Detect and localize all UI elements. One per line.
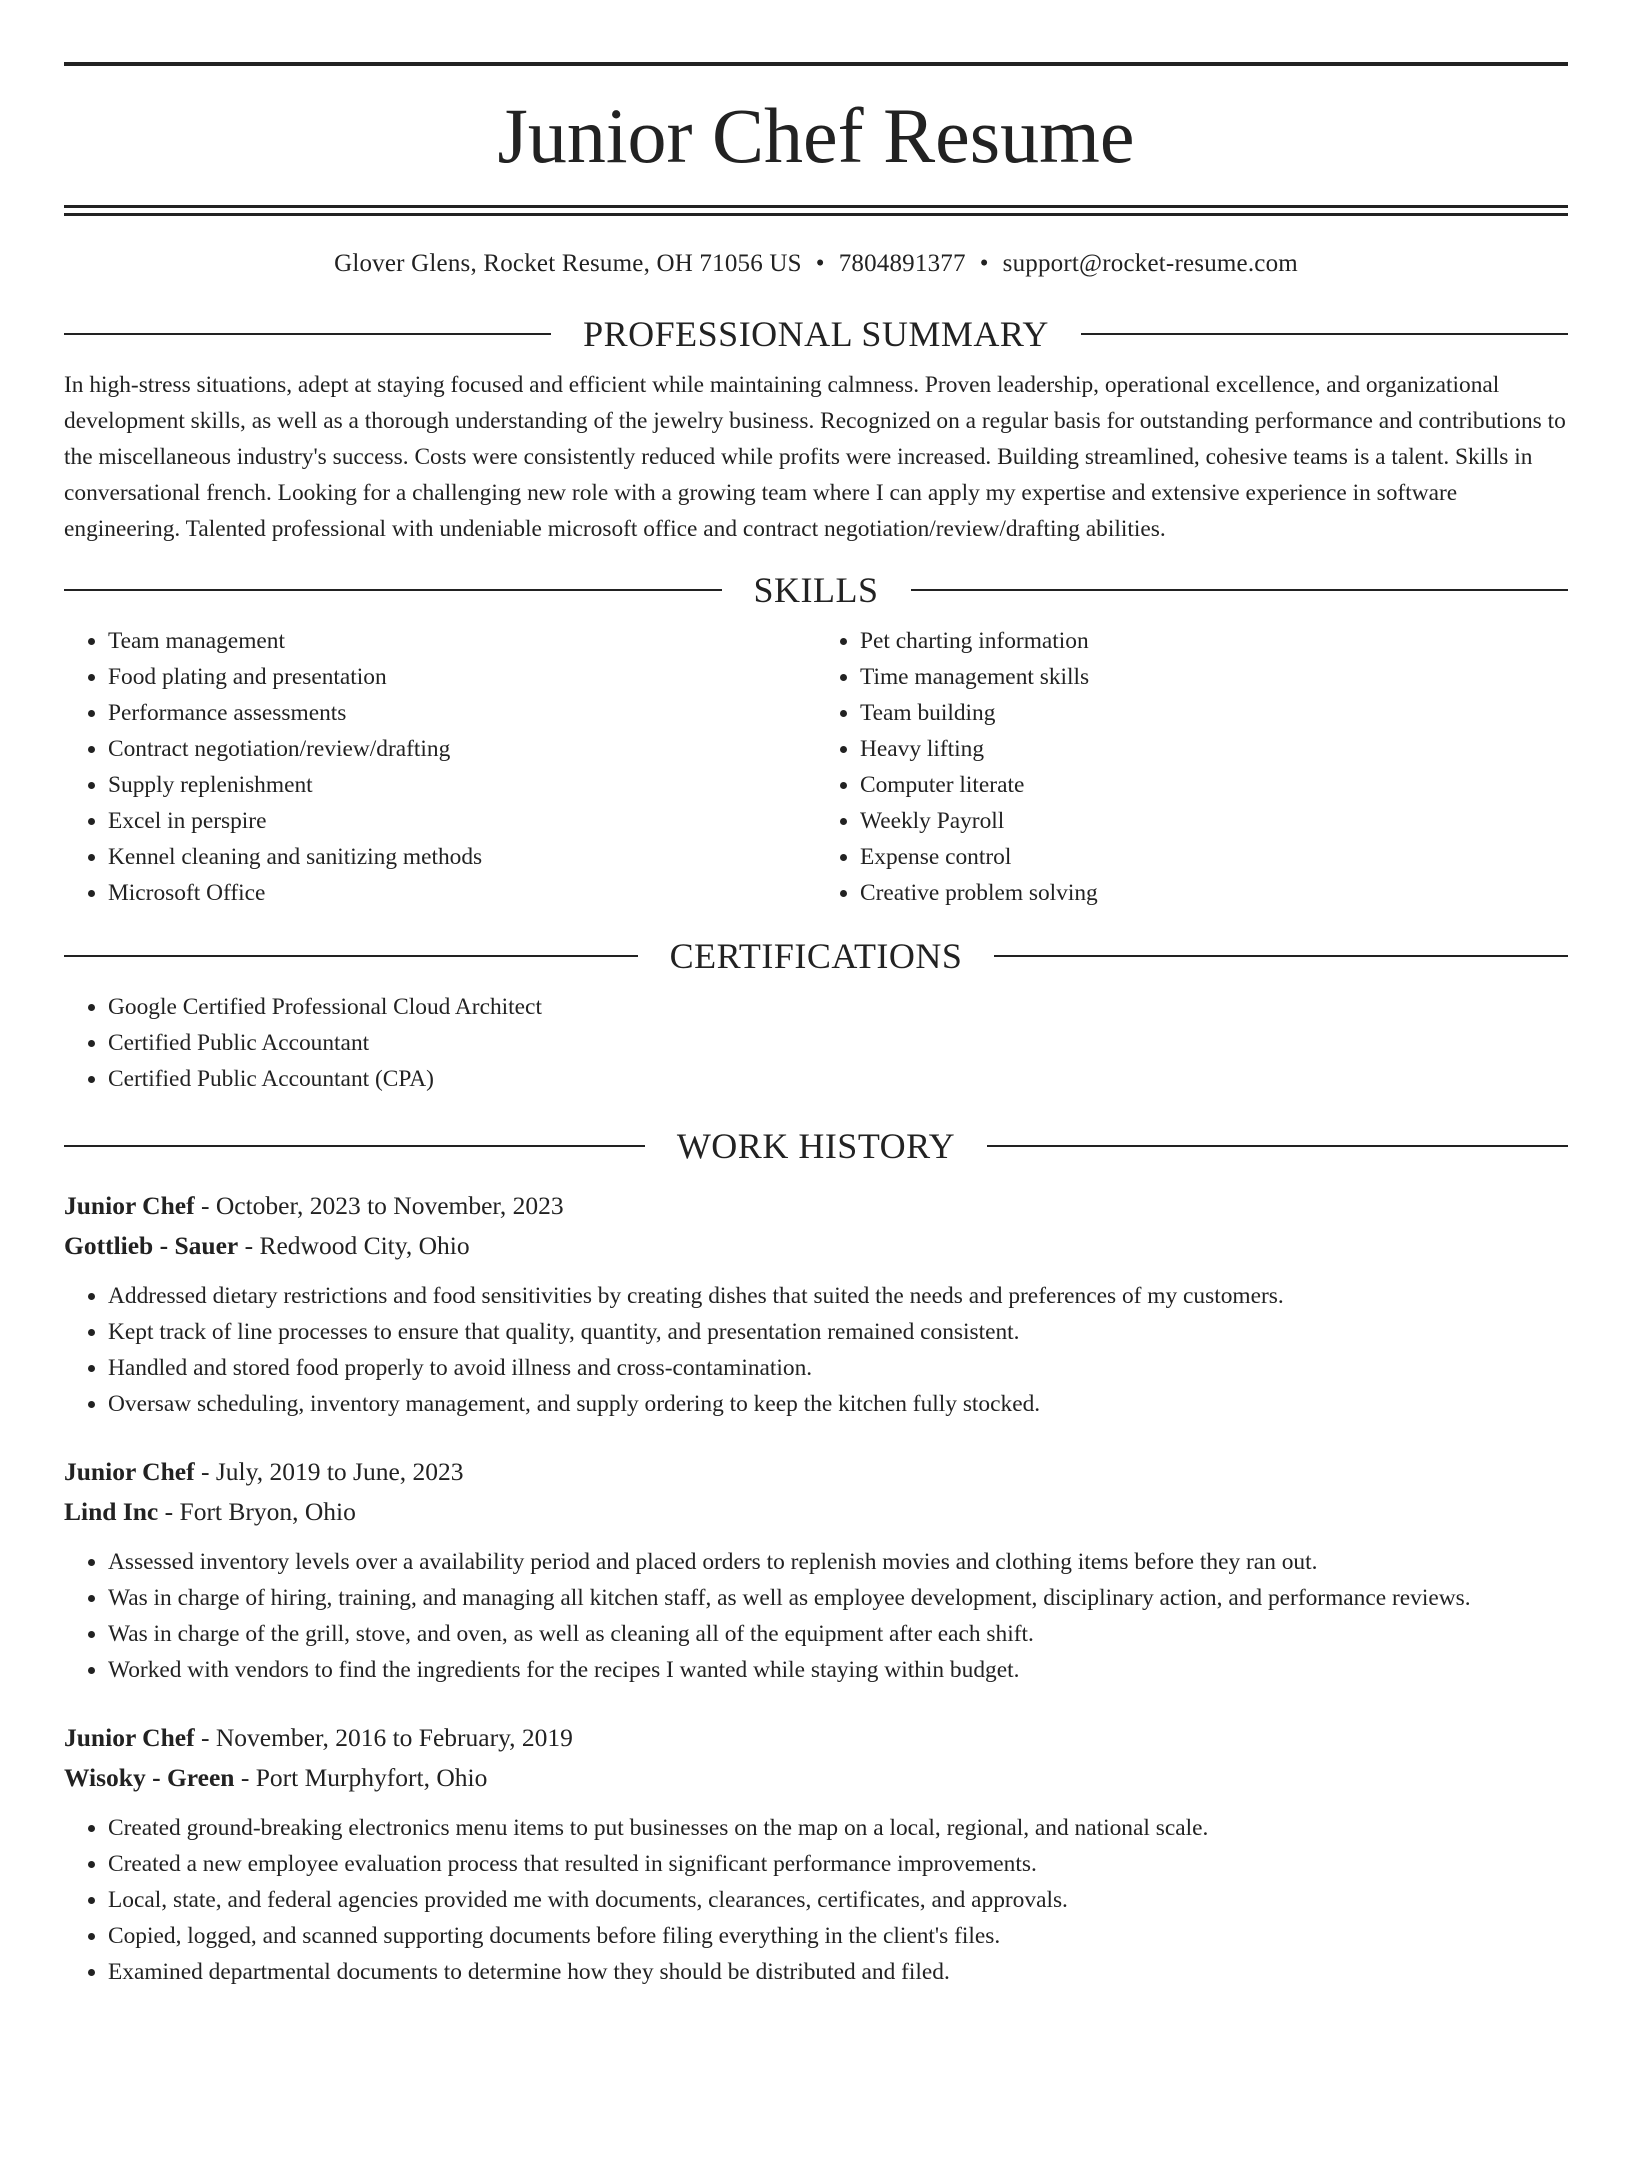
heading-rule-right xyxy=(987,1145,1568,1147)
skill-item: • Food plating and presentation xyxy=(108,659,816,695)
resume-title: Junior Chef Resume xyxy=(497,92,1135,179)
job-bullet: • Addressed dietary restrictions and food sensitivities by creating dishes that suited the needs and preferences of my customers. xyxy=(108,1278,1568,1314)
job-dates: - July, 2019 to June, 2023 xyxy=(194,1457,464,1486)
skill-item: • Performance assessments xyxy=(108,695,816,731)
job-title-line xyxy=(64,1186,1568,1226)
skill-item: • Creative problem solving xyxy=(860,875,1568,911)
skill-item: • Team building xyxy=(860,695,1568,731)
job-location: - Fort Bryon, Ohio xyxy=(158,1497,356,1526)
skills-column-right xyxy=(816,623,1568,911)
certification-item: • Google Certified Professional Cloud Architect xyxy=(108,989,1568,1025)
job-entry xyxy=(64,1186,1568,1422)
section-title: SKILLS xyxy=(753,570,879,610)
heading-rule-left xyxy=(64,589,722,591)
resume-page xyxy=(0,62,1632,2174)
job-location: - Redwood City, Ohio xyxy=(238,1231,470,1260)
job-bullet: • Created a new employee evaluation process that resulted in significant performance improvements. xyxy=(108,1846,1568,1882)
section-heading-summary xyxy=(64,313,1568,355)
job-bullet: • Handled and stored food properly to avoid illness and cross-contamination. xyxy=(108,1350,1568,1386)
job-entry xyxy=(64,1452,1568,1688)
job-dates: - October, 2023 to November, 2023 xyxy=(194,1191,564,1220)
section-heading-certifications xyxy=(64,935,1568,977)
job-bullet: • Examined departmental documents to determine how they should be distributed and filed. xyxy=(108,1954,1568,1990)
job-dates: - November, 2016 to February, 2019 xyxy=(194,1723,573,1752)
skill-item: • Weekly Payroll xyxy=(860,803,1568,839)
job-title-line xyxy=(64,1718,1568,1758)
skill-item: • Computer literate xyxy=(860,767,1568,803)
certification-item: • Certified Public Accountant (CPA) xyxy=(108,1061,1568,1097)
job-company: Wisoky - Green xyxy=(64,1763,235,1792)
title-double-rule xyxy=(64,205,1568,216)
skill-item: • Excel in perspire xyxy=(108,803,816,839)
contact-separator: • xyxy=(979,250,989,277)
skill-item: • Team management xyxy=(108,623,816,659)
contact-address: Glover Glens, Rocket Resume, OH 71056 US xyxy=(334,250,802,277)
contact-email: support@rocket-resume.com xyxy=(1002,250,1298,277)
skill-item: • Supply replenishment xyxy=(108,767,816,803)
heading-rule-left xyxy=(64,955,638,957)
skills-column-left xyxy=(64,623,816,911)
section-heading-work-history xyxy=(64,1125,1568,1167)
skill-item: • Contract negotiation/review/drafting xyxy=(108,731,816,767)
job-title: Junior Chef xyxy=(64,1723,195,1752)
heading-rule-left xyxy=(64,333,551,335)
job-bullet: • Oversaw scheduling, inventory management, and supply ordering to keep the kitchen fully stocked. xyxy=(108,1386,1568,1422)
job-bullet: • Copied, logged, and scanned supporting documents before filing everything in the client's files. xyxy=(108,1918,1568,1954)
heading-rule-right xyxy=(994,955,1568,957)
job-title: Junior Chef xyxy=(64,1457,195,1486)
top-rule xyxy=(64,62,1568,66)
contact-phone: 7804891377 xyxy=(838,250,966,277)
section-title: CERTIFICATIONS xyxy=(669,936,963,976)
skill-item: • Heavy lifting xyxy=(860,731,1568,767)
job-title-line xyxy=(64,1452,1568,1492)
skills-columns xyxy=(64,623,1568,911)
summary-text: In high-stress situations, adept at staying focused and efficient while maintaining calmness. Proven leadership, operational excellence, and organizational development skills, as well as a thorough understanding of the jewelry business. Recognized on a regular basis for outstanding performance and contributions to the miscellaneous industry's success. Costs were consistently reduced while profits were increased. Building streamlined, cohesive teams is a talent. Skills in conversational french. Looking for a challenging new role with a growing team where I can apply my expertise and extensive experience in software engineering. Talented professional with undeniable microsoft office and contract negotiation/review/drafting abilities. xyxy=(64,372,1566,542)
heading-rule-left xyxy=(64,1145,645,1147)
job-bullets xyxy=(64,1278,1568,1422)
job-bullet: • Was in charge of the grill, stove, and oven, as well as cleaning all of the equipment after each shift. xyxy=(108,1616,1568,1652)
skills-list-right xyxy=(816,623,1568,911)
skills-list-left xyxy=(64,623,816,911)
job-title: Junior Chef xyxy=(64,1191,195,1220)
job-bullet: • Kept track of line processes to ensure that quality, quantity, and presentation remained consistent. xyxy=(108,1314,1568,1350)
job-bullet: • Was in charge of hiring, training, and managing all kitchen staff, as well as employee development, disciplinary action, and performance reviews. xyxy=(108,1580,1568,1616)
section-title: WORK HISTORY xyxy=(676,1126,956,1166)
job-company-line xyxy=(64,1758,1568,1798)
skill-item: • Pet charting information xyxy=(860,623,1568,659)
job-company-line xyxy=(64,1492,1568,1532)
job-bullet: • Created ground-breaking electronics menu items to put businesses on the map on a local, regional, and national scale. xyxy=(108,1810,1568,1846)
job-bullets xyxy=(64,1544,1568,1688)
section-heading-skills xyxy=(64,569,1568,611)
job-bullets xyxy=(64,1810,1568,1990)
heading-rule-right xyxy=(911,589,1569,591)
job-bullet: • Assessed inventory levels over a availability period and placed orders to replenish movies and clothing items before they ran out. xyxy=(108,1544,1568,1580)
section-title: PROFESSIONAL SUMMARY xyxy=(583,314,1049,354)
skill-item: • Expense control xyxy=(860,839,1568,875)
job-bullet: • Worked with vendors to find the ingredients for the recipes I wanted while staying within budget. xyxy=(108,1652,1568,1688)
job-entry xyxy=(64,1718,1568,1990)
contact-separator: • xyxy=(815,250,825,277)
job-location: - Port Murphyfort, Ohio xyxy=(234,1763,488,1792)
job-bullet: • Local, state, and federal agencies provided me with documents, clearances, certificates, and approvals. xyxy=(108,1882,1568,1918)
heading-rule-right xyxy=(1081,333,1568,335)
skill-item: • Microsoft Office xyxy=(108,875,816,911)
contact-line xyxy=(64,248,1568,280)
job-company: Gottlieb - Sauer xyxy=(64,1231,239,1260)
job-company: Lind Inc xyxy=(64,1497,159,1526)
job-company-line xyxy=(64,1226,1568,1266)
certifications-list xyxy=(64,989,1568,1097)
skill-item: • Time management skills xyxy=(860,659,1568,695)
certification-item: • Certified Public Accountant xyxy=(108,1025,1568,1061)
skill-item: • Kennel cleaning and sanitizing methods xyxy=(108,839,816,875)
